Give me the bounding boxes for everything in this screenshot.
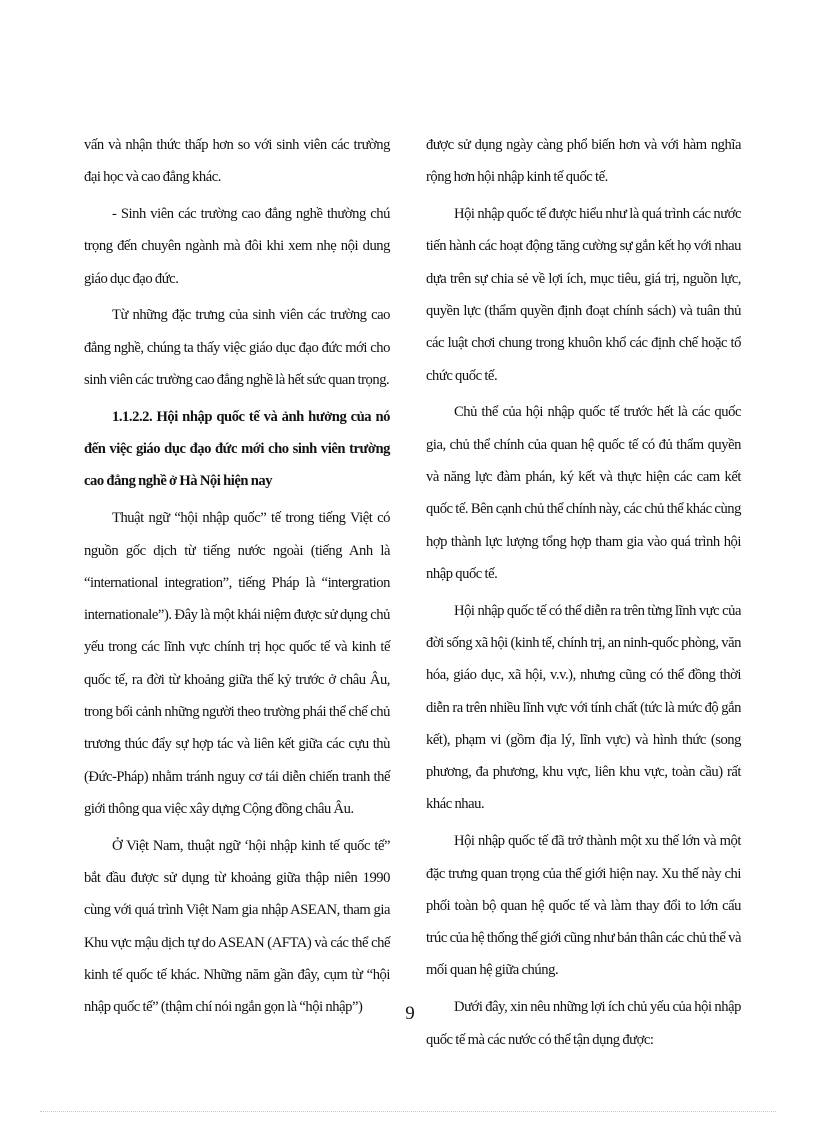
left-paragraph: Thuật ngữ “hội nhập quốc” tế trong tiếng Việt có nguồn gốc dịch từ tiếng nước ngoài (tiếng Anh là “international integration”, tiếng Pháp là “intergration internationale”). Đây là một khái niệm được sử dụng chủ yếu trong các lĩnh vực chính trị học quốc tế và kinh tế quốc tế, ra đời từ khoảng giữa thế kỷ trước ở châu Âu, trong bối cảnh những người theo trường phái thể chế chủ trương thúc đẩy sự hợp tác và liên kết giữa các cựu thù (Đức-Pháp) nhằm tránh nguy cơ tái diễn chiến tranh thế giới thông qua việc xây dựng Cộng đồng châu Âu. (84, 510, 390, 817)
page-number: 9 (405, 1003, 415, 1024)
left-paragraph: Ở Việt Nam, thuật ngữ ‘hội nhập kinh tế quốc tế” bắt đầu được sử dụng từ khoảng giữa thập niên 1990 cùng với quá trình Việt Nam gia nhập ASEAN, tham gia Khu vực mậu dịch tự do ASEAN (AFTA) và các thể chế kinh tế quốc tế khác. Những năm gần đây, cụm từ “hội nhập quốc tế” (thậm chí nói ngắn gọn là “hội nhập”) (84, 837, 390, 1016)
right-paragraph: Hội nhập quốc tế có thể diễn ra trên từng lĩnh vực của đời sống xã hội (kinh tế, chính trị, an ninh-quốc phòng, văn hóa, giáo dục, xã hội, v.v.), nhưng cũng có thể đồng thời diễn ra trên nhiều lĩnh vực với tính chất (tức là mức độ gắn kết), phạm vi (gồm địa lý, lĩnh vực) và hình thức (song phương, đa phương, khu vực, liên khu vực, toàn cầu) rất khác nhau. (426, 602, 741, 813)
left-column (84, 129, 390, 1028)
right-continuation-paragraph: được sử dụng ngày càng phổ biến hơn và với hàm nghĩa rộng hơn hội nhập kinh tế quốc tế. (426, 137, 741, 186)
left-continuation-paragraph: vấn và nhận thức thấp hơn so với sinh viên các trường đại học và cao đẳng khác. (84, 137, 390, 186)
right-paragraph: Dưới đây, xin nêu những lợi ích chủ yếu của hội nhập quốc tế mà các nước có thể tận dụng được: (426, 999, 741, 1048)
right-paragraph: Hội nhập quốc tế đã trở thành một xu thế lớn và một đặc trưng quan trọng của thế giới hiện nay. Xu thế này chi phối toàn bộ quan hệ quốc tế và làm thay đổi to lớn cấu trúc của hệ thống thế giới cũng như bản thân các chủ thể và mối quan hệ giữa chúng. (426, 833, 741, 979)
left-paragraph: Từ những đặc trưng của sinh viên các trường cao đẳng nghề, chúng ta thấy việc giáo dục đạo đức mới cho sinh viên các trường cao đẳng nghề là hết sức quan trọng. (84, 307, 390, 389)
left-paragraph: - Sinh viên các trường cao đẳng nghề thường chú trọng đến chuyên ngành mà đôi khi xem nhẹ nội dung giáo dục đạo đức. (84, 206, 390, 287)
right-paragraph: Chủ thể của hội nhập quốc tế trước hết là các quốc gia, chủ thể chính của quan hệ quốc tế có đủ thẩm quyền và năng lực đàm phán, ký kết và thực hiện các cam kết quốc tế. Bên cạnh chủ thể chính này, các chủ thể khác cùng hợp thành lực lượng tổng hợp tham gia vào quá trình hội nhập quốc tế. (426, 404, 741, 582)
right-column (426, 129, 741, 1060)
right-paragraph: Hội nhập quốc tế được hiểu như là quá trình các nước tiến hành các hoạt động tăng cường sự gắn kết họ với nhau dựa trên sự chia sẻ về lợi ích, mục tiêu, giá trị, nguồn lực, quyền lực (thẩm quyền định đoạt chính sách) và tuân thủ các luật chơi chung trong khuôn khổ các định chế hoặc tổ chức quốc tế. (426, 206, 741, 384)
bottom-divider (40, 1111, 776, 1112)
section-heading: 1.1.2.2. Hội nhập quốc tế và ảnh hưởng của nó đến việc giáo dục đạo đức mới cho sinh viên trường cao đẳng nghề ở Hà Nội hiện nay (84, 408, 390, 490)
